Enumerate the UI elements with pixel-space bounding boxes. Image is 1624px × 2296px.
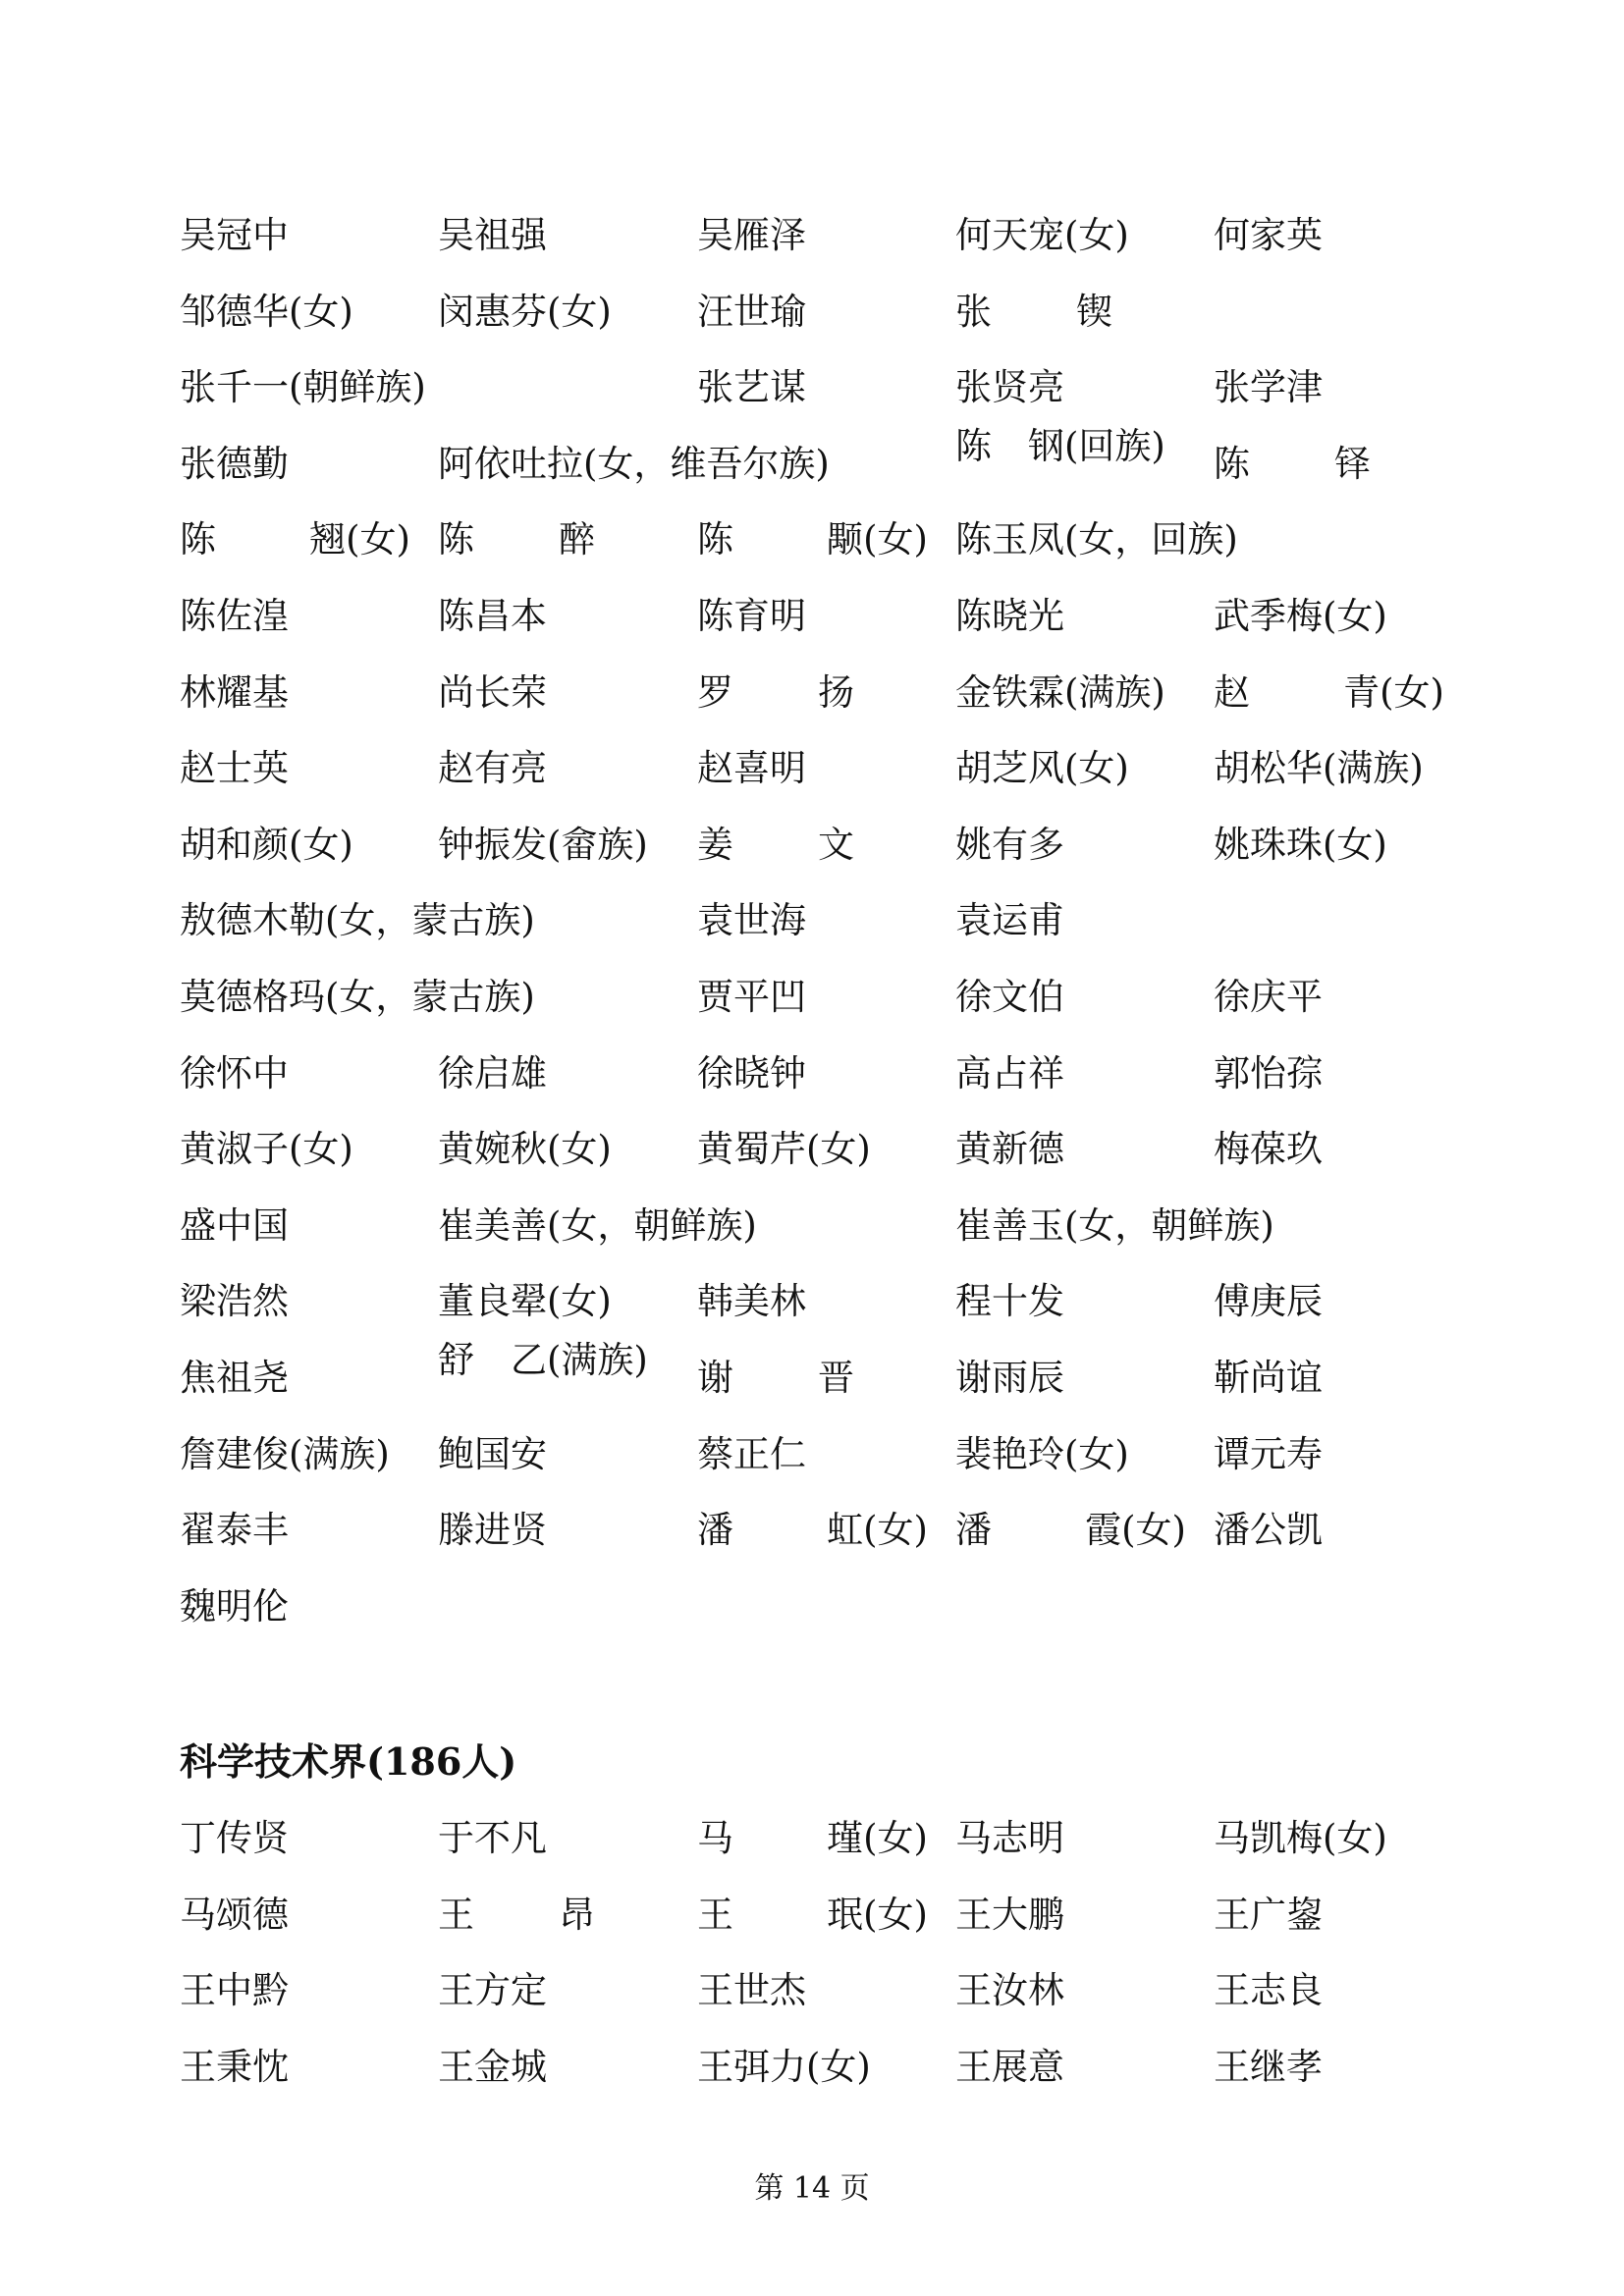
name-entry: 黄婉秋(女) [438,1128,612,1171]
name-row [0,510,1624,569]
name-entry: 吴雁泽 [697,214,806,256]
name-entry: 何天宠(女) [955,214,1129,256]
name-entry: 陈昌本 [438,595,547,637]
name-entry: 敖德木勒(女，蒙古族) [180,899,535,942]
name-entry: 陈佐湟 [180,595,289,637]
name-row [0,968,1624,1027]
name-entry: 靳尚谊 [1214,1357,1323,1399]
name-entry: 程十发 [955,1280,1064,1323]
name-entry: 吴冠中 [180,214,289,256]
name-entry: 陈晓光 [955,595,1064,637]
name-entry: 吴祖强 [438,214,547,256]
name-entry: 武季梅(女) [1214,595,1387,637]
name-entry: 赵喜明 [697,747,806,790]
name-entry: 黄淑子(女) [180,1128,353,1171]
name-entry: 郭怡孮 [1214,1051,1323,1095]
name-entry: 林耀基 [180,670,289,714]
name-entry: 何家英 [1214,214,1323,256]
name-entry: 焦祖尧 [180,1357,289,1399]
name-entry: 王继孝 [1214,2045,1323,2088]
name-entry: 鲍国安 [438,1432,547,1475]
name-entry: 阿依吐拉(女，维吾尔族) [438,442,830,485]
name-entry: 詹建俊(满族) [180,1432,390,1475]
name-entry: 姚有多 [955,823,1064,866]
name-entry: 王秉忱 [180,2045,289,2088]
name-row [0,1272,1624,1331]
name-entry: 翟泰丰 [180,1509,289,1552]
page-number: 第 14 页 [754,2171,870,2206]
name-entry: 王 昂 [438,1893,595,1936]
name-row [0,1577,1624,1636]
name-row [0,1501,1624,1560]
name-entry: 黄新德 [955,1128,1064,1171]
name-entry: 姜 文 [697,823,854,866]
name-entry: 于不凡 [438,1817,547,1859]
name-entry: 马志明 [955,1817,1064,1859]
name-entry: 裴艳玲(女) [955,1432,1129,1475]
name-entry: 罗 扬 [697,670,854,714]
name-row [0,1425,1624,1484]
name-entry: 陈玉凤(女，回族) [955,518,1238,561]
name-entry: 袁运甫 [955,899,1064,942]
name-entry: 胡和颜(女) [180,823,353,866]
name-entry: 谢 晋 [697,1357,854,1399]
name-entry: 谢雨辰 [955,1357,1064,1399]
name-entry: 王汝林 [955,1969,1064,2012]
name-row [0,2038,1624,2097]
name-entry: 韩美林 [697,1280,806,1323]
name-row [0,1120,1624,1179]
name-row [0,891,1624,950]
name-row [0,426,1624,494]
name-entry: 陈 钢(回族) [955,426,1165,467]
name-entry: 董良翚(女) [438,1280,612,1323]
name-entry: 邹德华(女) [180,290,353,333]
name-entry: 滕进贤 [438,1509,547,1552]
name-row [0,739,1624,798]
name-entry: 王中黔 [180,1969,289,2012]
name-entry: 王世杰 [697,1969,806,2012]
name-entry: 赵 青(女) [1214,670,1444,714]
name-row [0,1341,1624,1408]
name-entry: 王大鹏 [955,1893,1064,1936]
name-entry: 袁世海 [697,899,806,942]
name-entry: 马颂德 [180,1893,289,1936]
name-entry: 谭元寿 [1214,1432,1323,1475]
name-entry: 潘公凯 [1214,1509,1323,1552]
name-entry: 徐文伯 [955,976,1064,1018]
name-entry: 陈 醉 [438,518,595,561]
name-entry: 赵有亮 [438,747,547,790]
name-entry: 张艺谋 [697,366,806,409]
name-entry: 徐晓钟 [697,1051,806,1095]
name-entry: 崔美善(女，朝鲜族) [438,1203,757,1247]
name-entry: 莫德格玛(女，蒙古族) [180,976,535,1018]
name-entry: 陈 翘(女) [180,518,410,561]
name-row [0,358,1624,417]
name-entry: 张德勤 [180,442,289,485]
name-entry: 尚长荣 [438,670,547,714]
name-entry: 王志良 [1214,1969,1323,2012]
name-entry: 丁传贤 [180,1817,289,1859]
name-entry: 黄蜀芹(女) [697,1128,871,1171]
name-entry: 赵士英 [180,747,289,790]
name-entry: 王金城 [438,2045,547,2088]
name-entry: 舒 乙(满族) [438,1341,648,1381]
name-entry: 张学津 [1214,366,1323,409]
name-entry: 陈育明 [697,595,806,637]
name-entry: 潘 霞(女) [955,1509,1186,1552]
name-entry: 徐启雄 [438,1051,547,1095]
name-entry: 梅葆玖 [1214,1128,1323,1171]
name-entry: 胡松华(满族) [1214,747,1424,790]
name-entry: 梁浩然 [180,1280,289,1323]
name-row [0,664,1624,722]
name-entry: 盛中国 [180,1203,289,1247]
name-entry: 胡芝风(女) [955,747,1129,790]
name-entry: 姚珠珠(女) [1214,823,1387,866]
name-row [0,206,1624,265]
section-title: 科学技术界(186人) [180,1739,517,1784]
name-row [0,587,1624,646]
name-entry: 张贤亮 [955,366,1064,409]
name-entry: 王方定 [438,1969,547,2012]
name-entry: 汪世瑜 [697,290,806,333]
name-entry: 高占祥 [955,1051,1064,1095]
name-row [0,816,1624,875]
name-entry: 潘 虹(女) [697,1509,928,1552]
name-entry: 贾平凹 [697,976,806,1018]
name-entry: 陈 铎 [1214,442,1371,485]
name-entry: 傅庚辰 [1214,1280,1323,1323]
name-row [0,283,1624,342]
name-entry: 崔善玉(女，朝鲜族) [955,1203,1274,1247]
name-row [0,1197,1624,1255]
name-entry: 蔡正仁 [697,1432,806,1475]
name-entry: 徐庆平 [1214,976,1323,1018]
name-entry: 马凯梅(女) [1214,1817,1387,1859]
name-entry: 张 锲 [955,290,1112,333]
name-entry: 钟振发(畲族) [438,823,648,866]
name-entry: 金铁霖(满族) [955,670,1165,714]
name-entry: 马 瑾(女) [697,1817,928,1859]
name-row [0,1809,1624,1868]
name-entry: 闵惠芬(女) [438,290,612,333]
name-entry: 王 珉(女) [697,1893,928,1936]
name-entry: 魏明伦 [180,1584,289,1628]
name-entry: 王展意 [955,2045,1064,2088]
name-entry: 王弭力(女) [697,2045,871,2088]
name-entry: 陈 颙(女) [697,518,928,561]
name-row [0,1886,1624,1945]
name-row [0,1961,1624,2020]
name-entry: 张千一(朝鲜族) [180,366,426,409]
name-entry: 王广鋆 [1214,1893,1323,1936]
name-entry: 徐怀中 [180,1051,289,1095]
name-row [0,1044,1624,1103]
